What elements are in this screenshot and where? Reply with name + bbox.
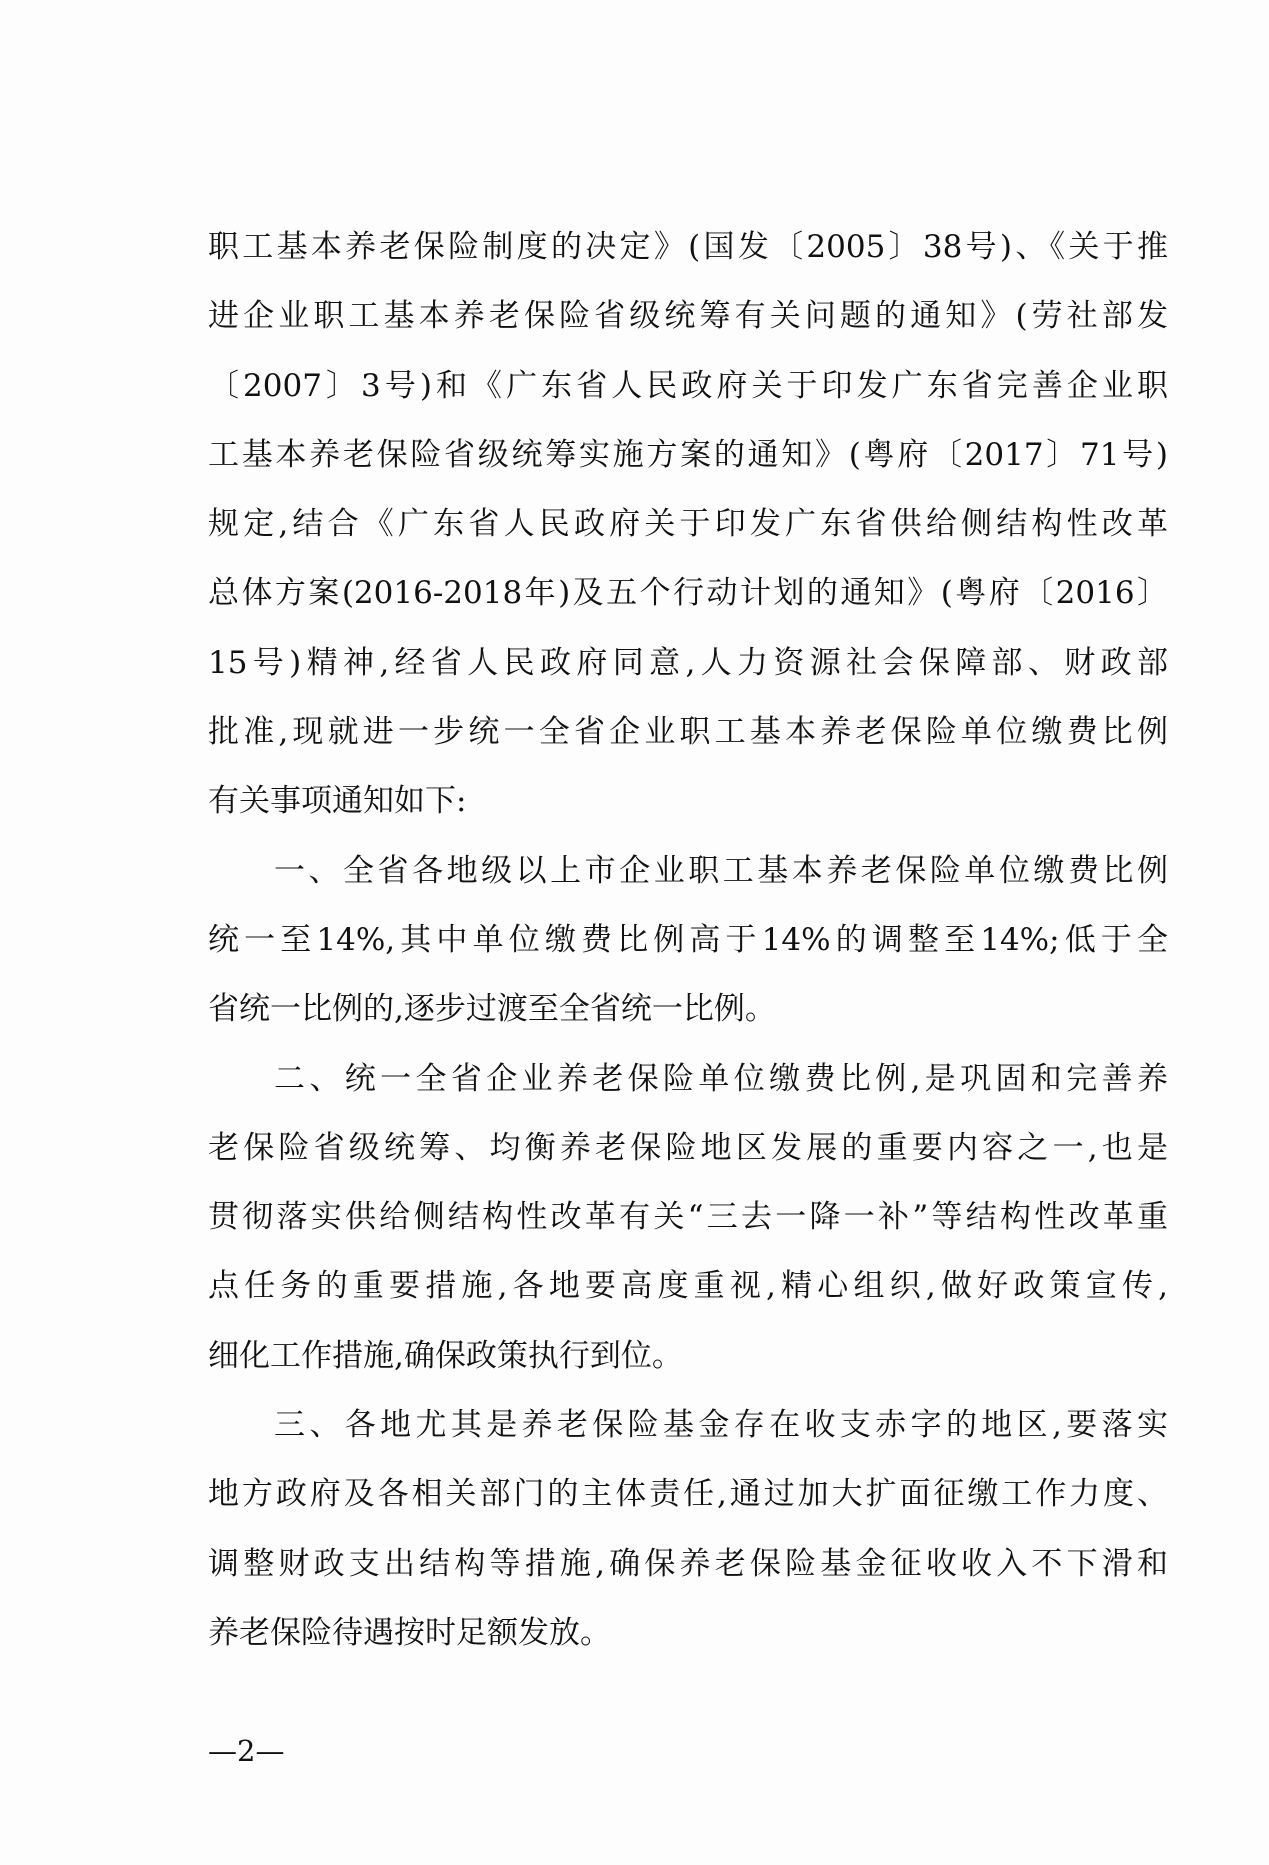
text-line: 地方政府及各相关部门的主体责任,通过加大扩面征缴工作力度、 [208, 1476, 1168, 1513]
text-line: 细化工作措施,确保政策执行到位。 [208, 1337, 683, 1374]
text-line: 15号)精神,经省人民政府同意,人力资源社会保障部、财政部 [208, 644, 1168, 681]
text-line: 〔2007〕3号)和《广东省人民政府关于印发广东省完善企业职 [208, 367, 1168, 404]
document-body [208, 222, 1168, 1677]
text-line: 老保险省级统筹、均衡养老保险地区发展的重要内容之一,也是 [208, 1129, 1168, 1166]
text-line-paragraph-start: 一、全省各地级以上市企业职工基本养老保险单位缴费比例 [274, 852, 1168, 889]
text-line: 有关事项通知如下: [208, 783, 467, 820]
text-line-paragraph-start: 三、各地尤其是养老保险基金存在收支赤字的地区,要落实 [274, 1407, 1168, 1444]
text-line: 省统一比例的,逐步过渡至全省统一比例。 [208, 991, 776, 1028]
text-line: 养老保险待遇按时足额发放。 [208, 1614, 611, 1651]
text-line: 统一至14%,其中单位缴费比例高于14%的调整至14%;低于全 [208, 921, 1168, 958]
text-line: 批准,现就进一步统一全省企业职工基本养老保险单位缴费比例 [208, 714, 1168, 751]
text-line: 调整财政支出结构等措施,确保养老保险基金征收收入不下滑和 [208, 1545, 1168, 1582]
text-line: 贯彻落实供给侧结构性改革有关“三去一降一补”等结构性改革重 [208, 1199, 1168, 1236]
text-line: 进企业职工基本养老保险省级统筹有关问题的通知》(劳社部发 [208, 298, 1168, 335]
text-line: 工基本养老保险省级统筹实施方案的通知》(粤府〔2017〕71号) [208, 436, 1168, 473]
text-line: 点任务的重要措施,各地要高度重视,精心组织,做好政策宣传, [208, 1268, 1168, 1305]
text-line: 总体方案(2016-2018年)及五个行动计划的通知》(粤府〔2016〕 [208, 575, 1168, 612]
page-number: —2— [208, 1734, 285, 1768]
text-line-paragraph-start: 二、统一全省企业养老保险单位缴费比例,是巩固和完善养 [274, 1060, 1168, 1097]
text-line: 职工基本养老保险制度的决定》(国发〔2005〕38号)、《关于推 [208, 229, 1168, 265]
text-line: 规定,结合《广东省人民政府关于印发广东省供给侧结构性改革 [208, 506, 1168, 543]
